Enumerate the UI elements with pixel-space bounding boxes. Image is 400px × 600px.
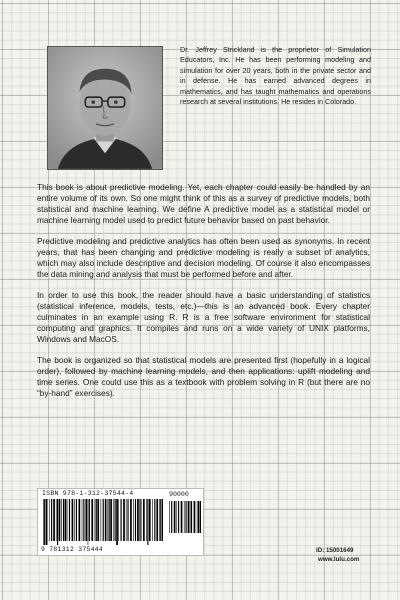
isbn-text: ISBN 978-1-312-37544-4 <box>42 490 134 497</box>
author-photo <box>47 46 163 170</box>
lulu-website: www.lulu.com <box>318 556 360 563</box>
lulu-id: ID: 15001649 <box>316 547 354 554</box>
description-paragraph: The book is organized so that statistical models are presented first (hopefully in a logical order), followed by machine learning models, and then applications: uplift modeling and time series. One could use this as a textbook with problem solving in R (but there are no “by-hand” exercises). <box>37 355 370 398</box>
barcode-digits: 9 781312 375444 <box>41 546 104 553</box>
barcode-bars <box>43 499 163 545</box>
description-paragraph: In order to use this book, the reader should have a basic understanding of statistics (statistical inference, models, tests, etc.)—this is an advanced book. Every chapter culminates in an example using R. R is a free software environment for statistical computing and graphics. It compiles and runs on a wide variety of UNIX platforms, Windows and MacOS. <box>37 290 370 344</box>
price-barcode-bars <box>169 501 201 537</box>
author-portrait-image <box>48 47 162 169</box>
description-paragraph: Predictive modeling and predictive analytics has often been used as synonyms. In recent years, that has been changing and predictive modeling is really a subset of analytics, which may also include descriptive and decision modeling. Of course it also encompasses the data mining and analysis that must be performed before and after. <box>37 236 370 279</box>
price-code: 90000 <box>169 491 189 498</box>
isbn-barcode <box>37 488 204 556</box>
description-paragraph: This book is about predictive modeling. Yet, each chapter could easily be handled by an entire volume of its own. So one might think of this as a survey of predictive models, both statistical and machine learning. We define A predictive model as a statistical model or machine learning model used to predict future behavior based on past behavior. <box>37 182 370 225</box>
book-description <box>37 182 370 409</box>
author-bio: Dr. Jeffrey Strickland is the proprietor of Simulation Educators, Inc. He has been performing modeling and simulation for over 20 years, both in the private sector and in defense. He has earned advanced degrees in mathematics, and has taught mathematics and operations research at several institutions. He resides in Colorado. <box>180 45 371 107</box>
